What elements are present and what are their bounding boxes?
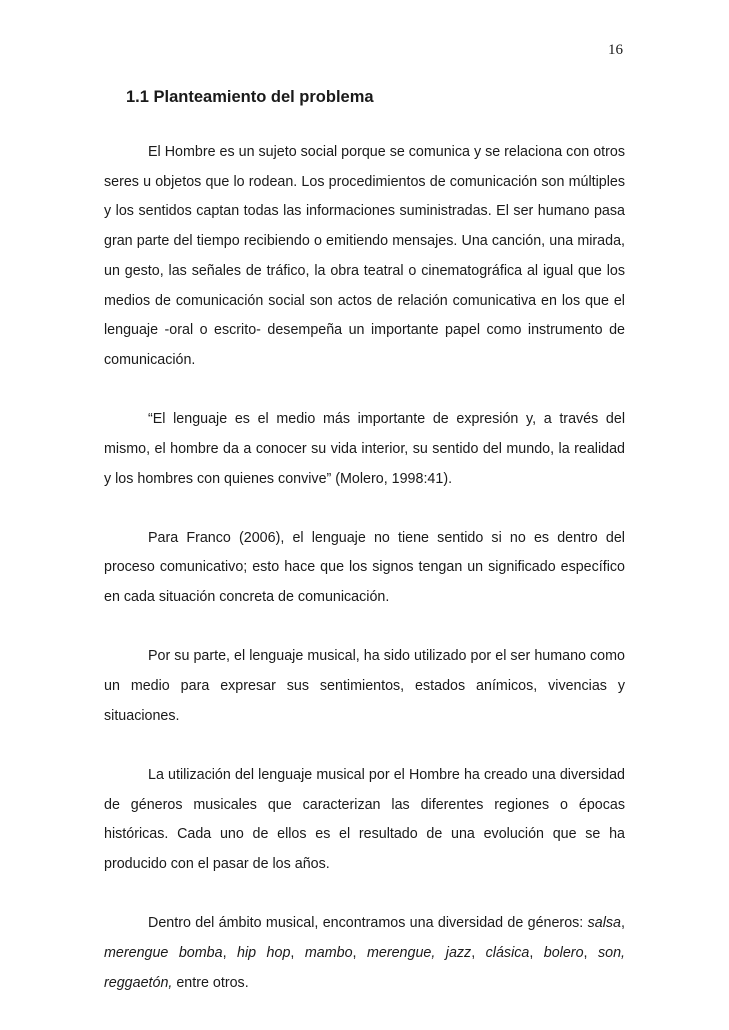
genre-item: merengue bomba <box>104 944 223 961</box>
section-title: 1.1 Planteamiento del problema <box>126 88 374 106</box>
genre-separator: , <box>222 944 237 961</box>
paragraph-musical-language: Por su parte, el lenguaje musical, ha sido utilizado por el ser humano como un medio para expresar sus sentimientos, estados anímicos, vivencias y situaciones. <box>104 648 625 724</box>
paragraph-musical-genres-origin: La utilización del lenguaje musical por el Hombre ha creado una diversidad de géneros musicales que caracterizan las diferentes regiones o épocas históricas. Cada uno de ellos es el resultado de una evolución que se ha producido con el pasar de los años. <box>104 766 625 873</box>
genre-separator: , <box>290 944 305 961</box>
genre-item: mambo <box>304 944 353 961</box>
genre-separator: , <box>621 915 625 932</box>
paragraph-genres-list <box>104 909 625 998</box>
genre-separator: , <box>529 944 544 961</box>
genres-outro: entre otros. <box>172 974 249 991</box>
genre-item: salsa <box>587 915 621 932</box>
paragraph-communication: El Hombre es un sujeto social porque se comunica y se relaciona con otros seres u objetos que lo rodean. Los procedimientos de comunicación son múltiples y los sentidos captan todas las informaciones suministradas. El ser humano pasa gran parte del tiempo recibiendo o emitiendo mensajes. Una canción, una mirada, un gesto, las señales de tráfico, la obra teatral o cinematográfica al igual que los medios de comunicación social son actos de relación comunicativa en los que el lenguaje -oral o escrito- desempeña un importante papel como instrumento de comunicación. <box>104 144 625 368</box>
genre-separator: , <box>583 944 598 961</box>
genre-item: clásica <box>485 944 530 961</box>
genres-intro: Dentro del ámbito musical, encontramos una diversidad de géneros: <box>148 915 584 932</box>
genre-item: merengue, jazz <box>366 944 472 961</box>
paragraph-quote-molero: “El lenguaje es el medio más importante de expresión y, a través del mismo, el hombre da a conocer su vida interior, su sentido del mundo, la realidad y los hombres con quienes convive” (Molero, 1998:41). <box>104 411 625 487</box>
genre-item: hip hop <box>237 944 291 961</box>
genre-item: bolero <box>543 944 584 961</box>
paragraph-franco: Para Franco (2006), el lenguaje no tiene sentido si no es dentro del proceso comunicativo; esto hace que los signos tengan un significado específico en cada situación concreta de comunicación. <box>104 529 625 606</box>
page-number: 16 <box>608 42 623 58</box>
body-text <box>104 138 625 998</box>
genre-item: son, reggaetón, <box>104 944 625 991</box>
genre-separator: , <box>352 944 367 961</box>
genre-separator: , <box>471 944 486 961</box>
